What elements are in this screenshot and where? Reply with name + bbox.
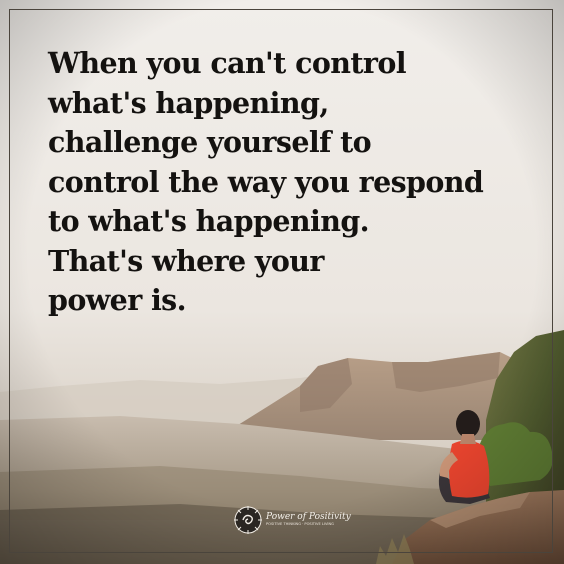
quote-line-5: to what's happening.	[48, 204, 369, 238]
quote-line-4: control the way you respond	[48, 164, 484, 199]
logo-emblem-icon	[233, 505, 263, 535]
logo-text: Power of Positivity	[266, 512, 351, 523]
power-of-positivity-logo	[233, 505, 351, 535]
logo-tagline: POSITIVE THINKING · POSITIVE LIVING	[266, 522, 334, 527]
quote-text	[48, 44, 548, 321]
quote-line-3: challenge yourself to	[48, 125, 372, 159]
quote-line-2: what's happening,	[48, 85, 329, 120]
quote-line-1: When you can't control	[48, 46, 406, 80]
quote-line-6: That's where your	[48, 243, 324, 278]
quote-line-7: power is.	[48, 283, 186, 317]
